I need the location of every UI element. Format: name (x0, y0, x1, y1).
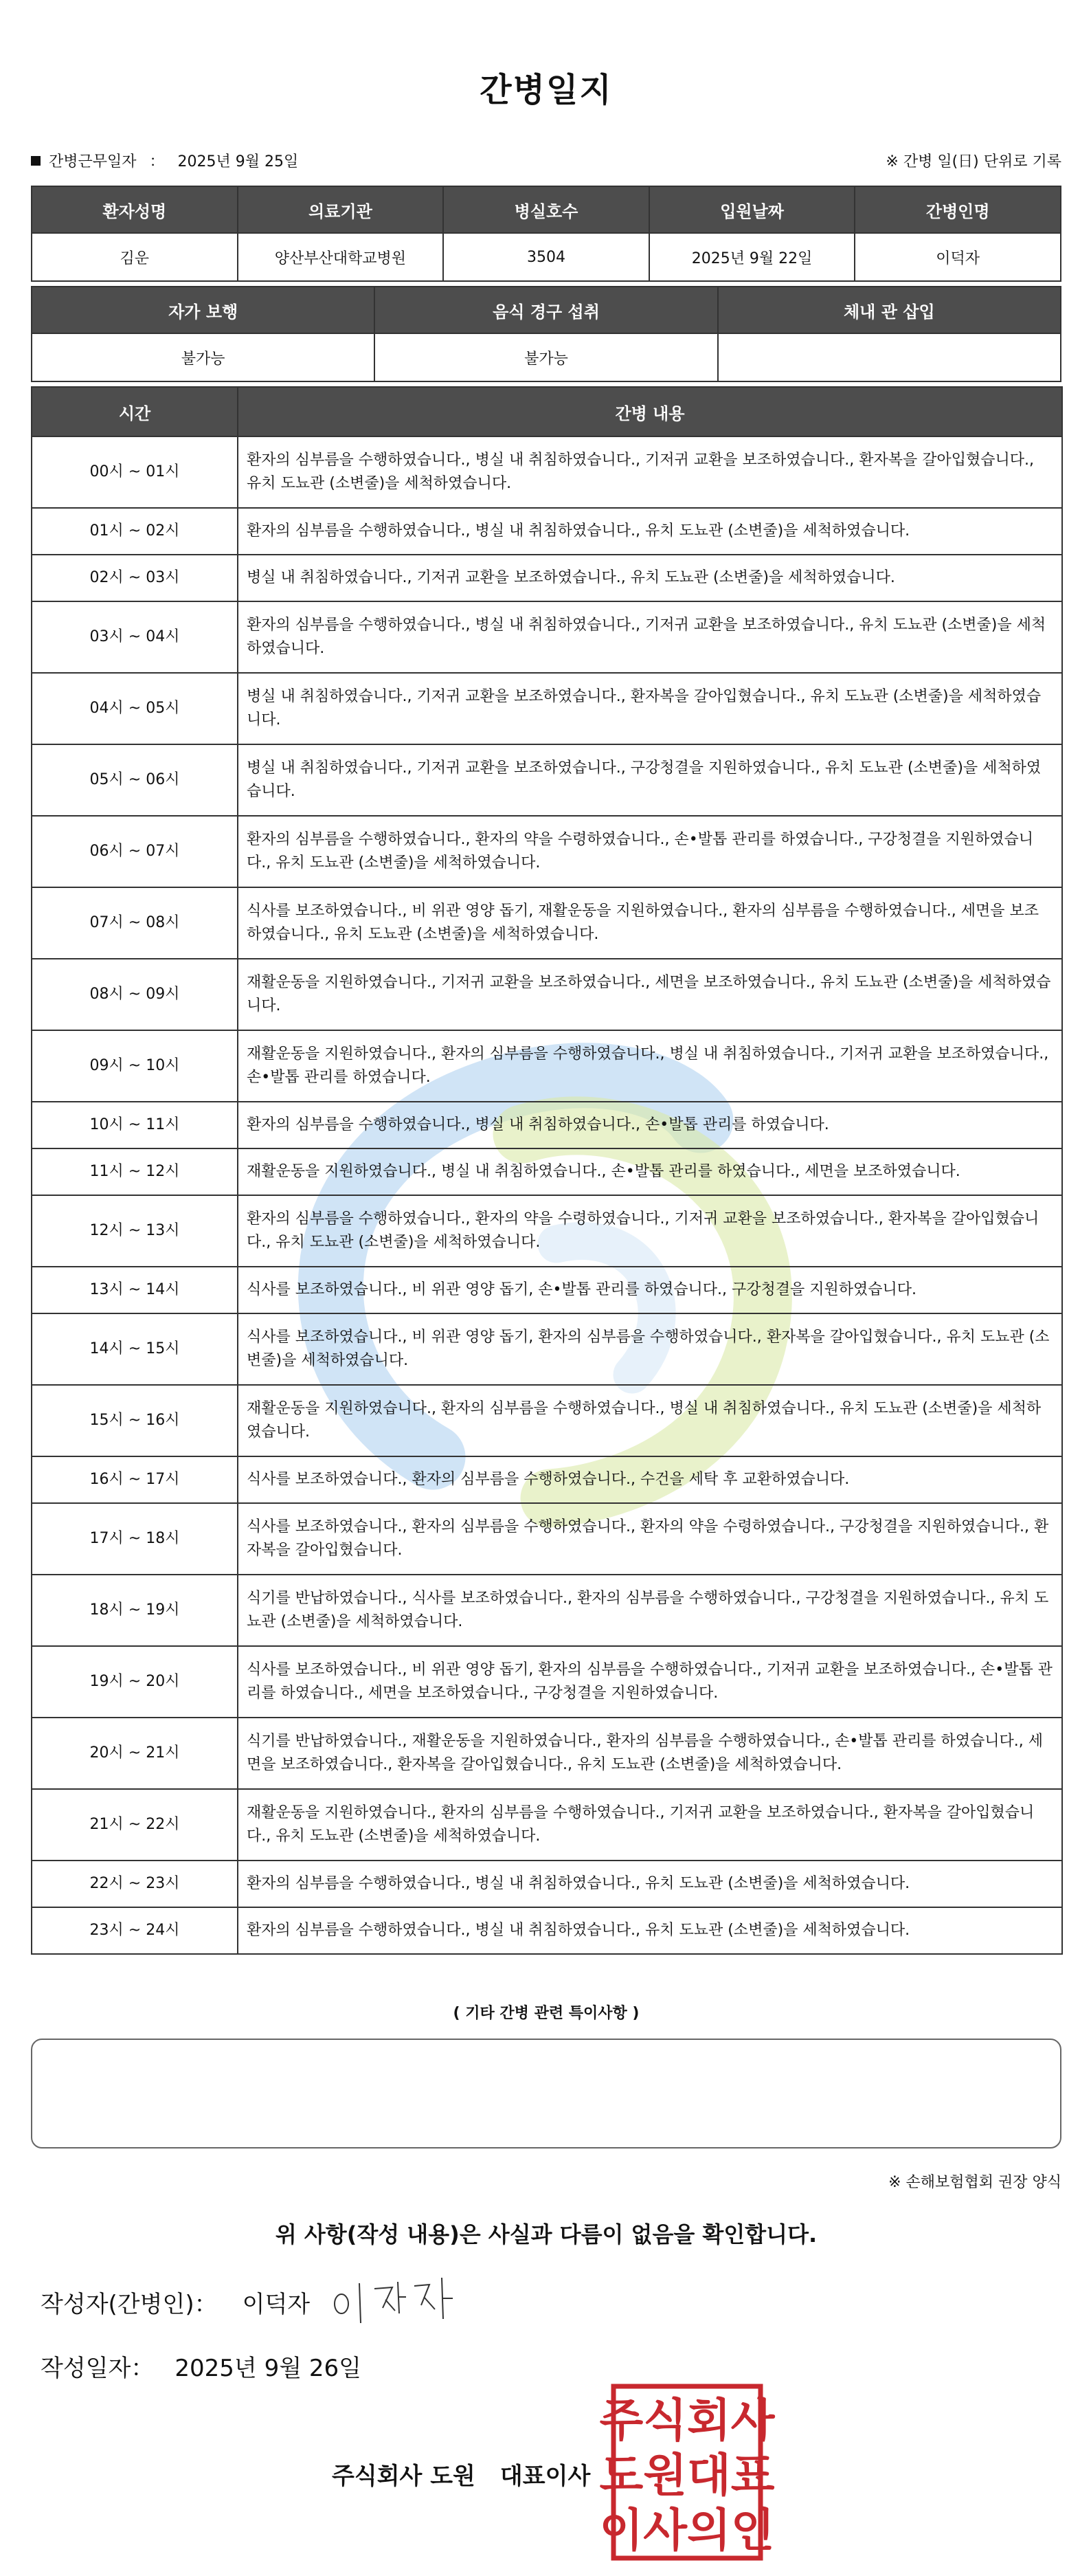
row-content: 환자의 심부름을 수행하였습니다., 병실 내 취침하였습니다., 손•발톱 관리를 하였습니다. (238, 1102, 1062, 1148)
header-time: 시간 (32, 387, 238, 436)
row-time: 05시 ~ 06시 (32, 744, 238, 816)
table-row (32, 1313, 1062, 1385)
row-content: 병실 내 취침하였습니다., 기저귀 교환을 보조하였습니다., 환자복을 갈아입혔습니다., 유치 도뇨관 (소변줄)을 세척하였습니다. (238, 673, 1062, 744)
table-row (32, 1102, 1062, 1148)
table-row (32, 508, 1062, 555)
row-time: 10시 ~ 11시 (32, 1102, 238, 1148)
row-content: 재활운동을 지원하였습니다., 환자의 심부름을 수행하였습니다., 병실 내 취침하였습니다., 유치 도뇨관 (소변줄)을 세척하였습니다. (238, 1385, 1062, 1456)
table-row (32, 1575, 1062, 1646)
patient-status-value-row (32, 333, 1061, 381)
row-content: 재활운동을 지원하였습니다., 병실 내 취침하였습니다., 손•발톱 관리를 하였습니다., 세면을 보조하였습니다. (238, 1148, 1062, 1195)
table-row (32, 744, 1062, 816)
unit-note: ※ 간병 일(日) 단위로 기록 (886, 153, 1061, 170)
handwritten-signature (326, 2268, 464, 2330)
company-name: 주식회사 도원 (332, 2463, 475, 2490)
self-walking-value: 불가능 (32, 333, 374, 381)
row-time: 20시 ~ 21시 (32, 1718, 238, 1789)
company-seal-stamp (599, 2382, 775, 2562)
patient-name: 김운 (32, 233, 238, 281)
row-content: 식사를 보조하였습니다., 비 위관 영양 돕기, 환자의 심부름을 수행하였습니다., 기저귀 교환을 보조하였습니다., 손•발톱 관리를 하였습니다., 세면을 보조하였습니다., 구강청결을 지원하였습니다. (238, 1646, 1062, 1718)
header-caregiver-name: 간병인명 (855, 186, 1061, 233)
hospital-name: 양산부산대학교병원 (238, 233, 444, 281)
header-patient-name: 환자성명 (32, 186, 238, 233)
table-row (32, 436, 1062, 508)
table-row (32, 1861, 1062, 1907)
row-time: 14시 ~ 15시 (32, 1313, 238, 1385)
row-time: 02시 ~ 03시 (32, 555, 238, 601)
table-row (32, 1385, 1062, 1456)
admission-date: 2025년 9월 22일 (649, 233, 855, 281)
row-time: 00시 ~ 01시 (32, 436, 238, 508)
row-content: 환자의 심부름을 수행하였습니다., 병실 내 취침하였습니다., 기저귀 교환을 보조하였습니다., 환자복을 갈아입혔습니다., 유치 도뇨관 (소변줄)을 세척하였습니다. (238, 436, 1062, 508)
row-content: 환자의 심부름을 수행하였습니다., 환자의 약을 수령하였습니다., 손•발톱 관리를 하였습니다., 구강청결을 지원하였습니다., 유치 도뇨관 (소변줄)을 세척하였습니다. (238, 816, 1062, 887)
row-time: 11시 ~ 12시 (32, 1148, 238, 1195)
row-content: 식사를 보조하였습니다., 환자의 심부름을 수행하였습니다., 환자의 약을 수령하였습니다., 구강청결을 지원하였습니다., 환자복을 갈아입혔습니다. (238, 1503, 1062, 1575)
table-row (32, 1503, 1062, 1575)
row-content: 식사를 보조하였습니다., 비 위관 영양 돕기, 손•발톱 관리를 하였습니다., 구강청결을 지원하였습니다. (238, 1267, 1062, 1313)
svg-text:주식회사: 주식회사 (599, 2394, 775, 2447)
patient-status-table (31, 286, 1061, 382)
remarks-title: ( 기타 간병 관련 특이사항 ) (453, 2005, 640, 2022)
writer-line (41, 2285, 310, 2319)
square-bullet-icon (31, 156, 41, 166)
work-date-separator: ： (149, 153, 165, 170)
patient-info-header-row (32, 186, 1061, 233)
company-title: 대표이사 (499, 2463, 591, 2490)
row-content: 환자의 심부름을 수행하였습니다., 병실 내 취침하였습니다., 유치 도뇨관 (소변줄)을 세척하였습니다. (238, 508, 1062, 555)
write-date-line (41, 2349, 361, 2383)
remarks-box (31, 2039, 1061, 2148)
row-time: 19시 ~ 20시 (32, 1646, 238, 1718)
row-time: 01시 ~ 02시 (32, 508, 238, 555)
confirmation-statement: 위 사항(작성 내용)은 사실과 다름이 없음을 확인합니다. (275, 2221, 818, 2247)
row-content: 환자의 심부름을 수행하였습니다., 병실 내 취침하였습니다., 유치 도뇨관 (소변줄)을 세척하였습니다. (238, 1907, 1062, 1954)
row-time: 16시 ~ 17시 (32, 1456, 238, 1503)
svg-text:도원대표: 도원대표 (599, 2449, 775, 2502)
table-row (32, 887, 1062, 959)
row-time: 04시 ~ 05시 (32, 673, 238, 744)
row-time: 15시 ~ 16시 (32, 1385, 238, 1456)
row-time: 08시 ~ 09시 (32, 959, 238, 1030)
header-tube-insertion: 체내 관 삽입 (718, 287, 1061, 333)
row-content: 환자의 심부름을 수행하였습니다., 환자의 약을 수령하였습니다., 기저귀 교환을 보조하였습니다., 환자복을 갈아입혔습니다., 유치 도뇨관 (소변줄)을 세척하였습니다. (238, 1195, 1062, 1267)
row-content: 식사를 보조하였습니다., 환자의 심부름을 수행하였습니다., 수건을 세탁 후 교환하였습니다. (238, 1456, 1062, 1503)
table-row (32, 1718, 1062, 1789)
work-date-label: 간병근무일자 (49, 153, 137, 170)
patient-info-table (31, 186, 1061, 282)
header-self-walking: 자가 보행 (32, 287, 374, 333)
row-time: 23시 ~ 24시 (32, 1907, 238, 1954)
table-row (32, 959, 1062, 1030)
table-row (32, 1148, 1062, 1195)
table-row (32, 1030, 1062, 1102)
table-row (32, 816, 1062, 887)
table-row (32, 673, 1062, 744)
row-time: 13시 ~ 14시 (32, 1267, 238, 1313)
row-time: 17시 ~ 18시 (32, 1503, 238, 1575)
header-hospital: 의료기관 (238, 186, 444, 233)
recommend-note: ※ 손해보험협회 권장 양식 (888, 2174, 1061, 2191)
table-row (32, 555, 1062, 601)
row-time: 03시 ~ 04시 (32, 601, 238, 673)
patient-info-value-row (32, 233, 1061, 281)
table-row (32, 1267, 1062, 1313)
table-row (32, 1646, 1062, 1718)
header-admission-date: 입원날짜 (649, 186, 855, 233)
header-oral-intake: 음식 경구 섭취 (374, 287, 717, 333)
row-content: 재활운동을 지원하였습니다., 환자의 심부름을 수행하였습니다., 기저귀 교환을 보조하였습니다., 환자복을 갈아입혔습니다., 유치 도뇨관 (소변줄)을 세척하였습니다. (238, 1789, 1062, 1861)
table-row (32, 1907, 1062, 1954)
row-content: 식기를 반납하였습니다., 재활운동을 지원하였습니다., 환자의 심부름을 수행하였습니다., 손•발톱 관리를 하였습니다., 세면을 보조하였습니다., 환자복을 갈아입혔습니다., 유치 도뇨관 (소변줄)을 세척하였습니다. (238, 1718, 1062, 1789)
write-date-value: 2025년 9월 26일 (175, 2355, 361, 2382)
row-time: 18시 ~ 19시 (32, 1575, 238, 1646)
care-log-header-row (32, 387, 1062, 436)
tube-insertion-value (718, 333, 1061, 381)
table-row (32, 1789, 1062, 1861)
row-content: 재활운동을 지원하였습니다., 기저귀 교환을 보조하였습니다., 세면을 보조하였습니다., 유치 도뇨관 (소변줄)을 세척하였습니다. (238, 959, 1062, 1030)
patient-status-header-row (32, 287, 1061, 333)
row-content: 재활운동을 지원하였습니다., 환자의 심부름을 수행하였습니다., 병실 내 취침하였습니다., 기저귀 교환을 보조하였습니다., 손•발톱 관리를 하였습니다. (238, 1030, 1062, 1102)
work-date-value: 2025년 9월 25일 (177, 153, 299, 170)
row-content: 식기를 반납하였습니다., 식사를 보조하였습니다., 환자의 심부름을 수행하였습니다., 구강청결을 지원하였습니다., 유치 도뇨관 (소변줄)을 세척하였습니다. (238, 1575, 1062, 1646)
row-content: 식사를 보조하였습니다., 비 위관 영양 돕기, 재활운동을 지원하였습니다., 환자의 심부름을 수행하였습니다., 세면을 보조하였습니다., 유치 도뇨관 (소변줄)을 세척하였습니다. (238, 887, 1062, 959)
row-time: 07시 ~ 08시 (32, 887, 238, 959)
row-time: 21시 ~ 22시 (32, 1789, 238, 1861)
header-room-number: 병실호수 (443, 186, 649, 233)
caregiver-name: 이덕자 (855, 233, 1061, 281)
row-content: 병실 내 취침하였습니다., 기저귀 교환을 보조하였습니다., 구강청결을 지원하였습니다., 유치 도뇨관 (소변줄)을 세척하였습니다. (238, 744, 1062, 816)
page-title: 간병일지 (480, 71, 613, 109)
row-content: 환자의 심부름을 수행하였습니다., 병실 내 취침하였습니다., 유치 도뇨관 (소변줄)을 세척하였습니다. (238, 1861, 1062, 1907)
oral-intake-value: 불가능 (374, 333, 717, 381)
table-row (32, 1456, 1062, 1503)
row-content: 환자의 심부름을 수행하였습니다., 병실 내 취침하였습니다., 기저귀 교환을 보조하였습니다., 유치 도뇨관 (소변줄)을 세척하였습니다. (238, 601, 1062, 673)
row-content: 병실 내 취침하였습니다., 기저귀 교환을 보조하였습니다., 유치 도뇨관 (소변줄)을 세척하였습니다. (238, 555, 1062, 601)
table-row (32, 601, 1062, 673)
company-line (332, 2457, 590, 2491)
row-time: 12시 ~ 13시 (32, 1195, 238, 1267)
row-content: 식사를 보조하였습니다., 비 위관 영양 돕기, 환자의 심부름을 수행하였습니다., 환자복을 갈아입혔습니다., 유치 도뇨관 (소변줄)을 세척하였습니다. (238, 1313, 1062, 1385)
write-date-label: 작성일자： (41, 2355, 155, 2382)
writer-name: 이덕자 (242, 2291, 311, 2318)
table-row (32, 1195, 1062, 1267)
row-time: 06시 ~ 07시 (32, 816, 238, 887)
svg-text:이사의인: 이사의인 (599, 2504, 775, 2557)
room-number: 3504 (443, 233, 649, 281)
header-care-content: 간병 내용 (238, 387, 1062, 436)
row-time: 22시 ~ 23시 (32, 1861, 238, 1907)
care-log-table (31, 386, 1063, 1955)
work-date (31, 150, 298, 171)
writer-label: 작성자(간병인)： (41, 2291, 218, 2318)
row-time: 09시 ~ 10시 (32, 1030, 238, 1102)
